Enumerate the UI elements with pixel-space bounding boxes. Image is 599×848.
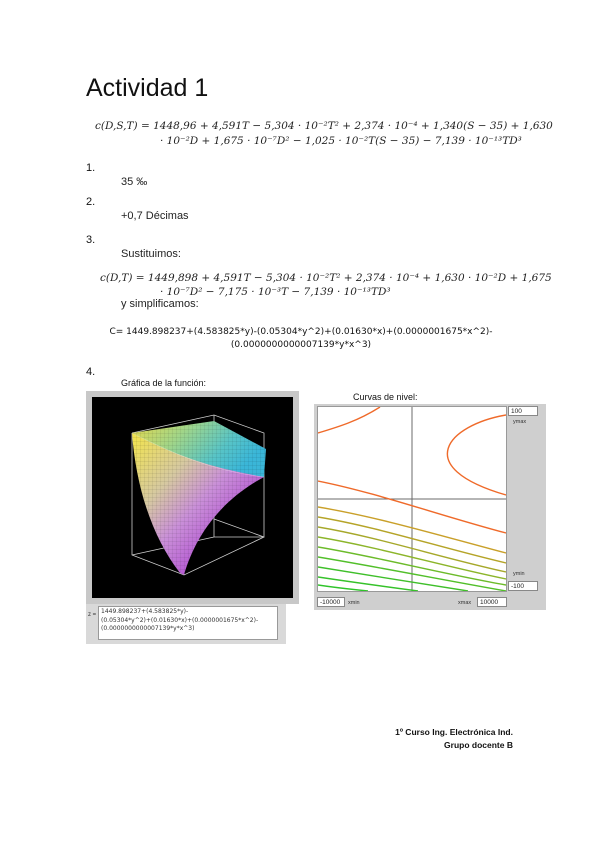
surface-plot-svg [92, 397, 293, 598]
item-1-number: 1. [86, 162, 96, 174]
sub-formula-line-1: c(D,T) = 1449,898 + 4,591T − 5,304 · 10⁻²T² + 2,374 · 10⁻⁴ + 1,630 · 10⁻²D + 1,675 [100, 272, 552, 284]
main-formula-line-1: c(D,S,T) = 1448,96 + 4,591T − 5,304 · 10⁻²T² + 2,374 · 10⁻⁴ + 1,340(S − 35) + 1,630 [95, 120, 553, 132]
xmin-label: xmin [348, 600, 360, 606]
function-expression-panel [86, 604, 286, 644]
result-formula [86, 326, 516, 352]
contour-line [318, 577, 418, 591]
footer-group: Grupo docente B [444, 740, 513, 750]
item-2-number: 2. [86, 196, 96, 208]
contour-line [447, 415, 506, 495]
xmax-input[interactable]: 10000 [477, 597, 507, 607]
item-3-text: Sustituimos: [121, 248, 181, 260]
contour-line [318, 585, 368, 591]
ymax-input[interactable]: 100 [508, 406, 538, 416]
ymin-label: ymin [513, 571, 525, 577]
xmin-input[interactable]: -10000 [317, 597, 345, 607]
contour-plot-panel [314, 404, 546, 610]
result-formula-line-1: C= 1449.898237+(4.583825*y)-(0.05304*y^2)+(0.01630*x)+(0.0000001675*x^2)- [109, 327, 493, 337]
z-label: z = [88, 612, 97, 618]
expr-line-1: 1449.898237+(4.583825*y)- [101, 608, 189, 615]
surface-plot-3d[interactable] [86, 391, 299, 604]
page-title: Actividad 1 [86, 74, 209, 102]
sub-formula-line-2: · 10⁻⁷D² − 7,175 · 10⁻³T − 7,139 · 10⁻¹³TD³ [160, 286, 391, 298]
expr-line-2: (0.05304*y^2)+(0.01630*x)+(0.0000001675*x^2)- [101, 616, 259, 624]
result-formula-line-2: (0.0000000000007139*y*x^3) [230, 340, 372, 350]
item-1-answer: 35 ‰ [121, 176, 148, 188]
xmax-label: xmax [458, 600, 472, 606]
contour-caption: Curvas de nivel: [353, 392, 418, 402]
item-2-answer: +0,7 Décimas [121, 210, 189, 222]
graph-caption: Gráfica de la función: [121, 378, 207, 388]
simplify-text: y simplificamos: [121, 298, 199, 310]
surface-plot-canvas[interactable] [92, 397, 293, 598]
expr-line-3: (0.0000000000007139*y*x^3) [101, 625, 195, 632]
ymax-label: ymax [513, 419, 527, 425]
main-formula-line-2: · 10⁻²D + 1,675 · 10⁻⁷D² − 1,025 · 10⁻²T(S − 35) − 7,139 · 10⁻¹³TD³ [160, 135, 522, 147]
contour-line [318, 407, 380, 433]
contour-svg [318, 407, 506, 591]
item-4-number: 4. [86, 366, 96, 378]
function-expression-input[interactable] [98, 606, 278, 640]
footer-course: 1º Curso Ing. Electrónica Ind. [395, 727, 513, 737]
item-3-number: 3. [86, 234, 96, 246]
ymin-input[interactable]: -100 [508, 581, 538, 591]
contour-plot-canvas[interactable] [317, 406, 507, 592]
